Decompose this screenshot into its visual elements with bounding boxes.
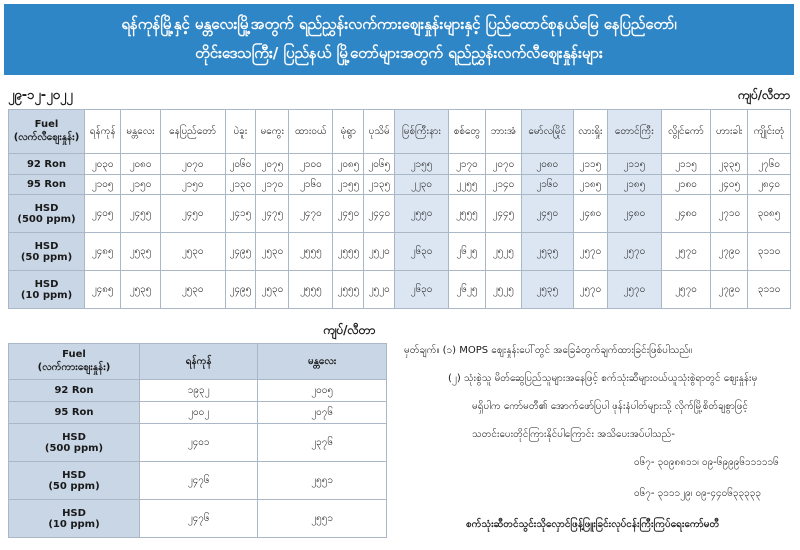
fuel-grade: (10 ppm) bbox=[48, 518, 100, 530]
price-cell: ၂၁၁၅ bbox=[661, 154, 711, 175]
price-cell: ၂၄၈၀ bbox=[661, 195, 711, 233]
price-cell: ၂၁၃၀ bbox=[225, 175, 256, 195]
price-cell: ၂၄၈၅ bbox=[85, 271, 121, 309]
banner-line-2: တိုင်းဒေသကြီး/ ပြည်နယ် မြို့တော်များအတွက် ရည်ညွှန်းလက်လီဈေးနှုန်းများ bbox=[195, 44, 603, 62]
fuel-name: HSD bbox=[62, 507, 86, 519]
retail-price-table bbox=[8, 109, 791, 309]
price-cell: ၂၄၉၅ bbox=[225, 271, 256, 309]
price-cell: ၂၁၇၀ bbox=[448, 154, 485, 175]
city-header: ရန်ကုန် bbox=[85, 110, 121, 154]
price-cell: ၂၄၅၀ bbox=[521, 195, 573, 233]
price-cell: ၂၅၅၁ bbox=[258, 500, 387, 538]
banner-line-1: ရန်ကုန်မြို့နှင့် မန္တလေးမြို့အတွက် ရည်ညွှန်းလက်ကားဈေးနှုန်းများနှင့် ပြည်ထောင်စုနယ်မြေ နေပြည်တော်၊ bbox=[121, 15, 677, 33]
price-cell: ၂၀၆၅ bbox=[364, 154, 395, 175]
fuel-header-cell bbox=[9, 344, 140, 380]
note-line-4: သတင်းပေးတိုင်ကြားနိုင်ပါကြောင်း အသိပေးအပ်ပါသည်- bbox=[472, 429, 675, 440]
phone-line-1: ၀၆၇- ၃၀၉၈၈၁၁၊ ၀၉-၆၉၉၉၆၁၁၁၁၁၆ bbox=[634, 457, 779, 468]
fuel-name: HSD bbox=[62, 431, 86, 443]
price-cell: ၂၀၀၅ bbox=[258, 380, 387, 402]
price-cell: ၂၅၃၅ bbox=[521, 271, 573, 309]
price-cell: ၂၆၂၅ bbox=[448, 233, 485, 271]
city-header: မုံရွာ bbox=[333, 110, 364, 154]
price-cell: ၂၄၀၁ bbox=[140, 424, 258, 462]
price-cell: ၂၁၆၀ bbox=[521, 175, 573, 195]
price-cell: ၂၅၇၀ bbox=[573, 233, 607, 271]
table-row bbox=[9, 175, 791, 195]
price-cell: ၂၁၅၀ bbox=[160, 175, 225, 195]
price-cell: ၂၅၇၀ bbox=[661, 271, 711, 309]
price-cell: ၂၄၅၀ bbox=[160, 195, 225, 233]
price-cell: ၂၀၇၆ bbox=[258, 402, 387, 424]
fuel-header-title: Fuel bbox=[62, 348, 86, 360]
price-cell: ၂၄၀၅ bbox=[711, 175, 748, 195]
fuel-name: HSD bbox=[34, 202, 59, 214]
city-header: မော်လမြိုင် bbox=[521, 110, 573, 154]
city-header: ရန်ကုန် bbox=[140, 344, 258, 380]
fuel-name: HSD bbox=[34, 240, 59, 252]
price-cell: ၂၅၅၅ bbox=[448, 195, 485, 233]
price-cell: ၂၅၅၅ bbox=[289, 271, 333, 309]
fuel-cell: 95 Ron bbox=[9, 402, 140, 424]
price-cell: ၂၅၃၀ bbox=[256, 233, 289, 271]
price-cell: ၂၄၅၅ bbox=[121, 195, 160, 233]
price-cell: ၂၅၅၅ bbox=[333, 271, 364, 309]
price-cell: ၂၁၃၅ bbox=[364, 175, 395, 195]
price-cell: ၂၁၈၅ bbox=[607, 175, 661, 195]
price-cell: ၂၄၇၅ bbox=[256, 195, 289, 233]
price-cell: ၂၆၃၀ bbox=[395, 233, 449, 271]
table-row bbox=[9, 462, 387, 500]
price-cell: ၂၀၇၀ bbox=[485, 154, 521, 175]
city-header: လားရှိုး bbox=[573, 110, 607, 154]
city-header: မန္တလေး bbox=[121, 110, 160, 154]
price-cell: ၂၁၈၀ bbox=[661, 175, 711, 195]
price-cell: ၂၄၀၅ bbox=[85, 195, 121, 233]
price-cell: ၂၅၅၅ bbox=[289, 233, 333, 271]
committee-name: စက်သုံးဆီတင်သွင်းသိုလှောင်ဖြန့်ဖြူးခြင်းလုပ်ငန်းကြီးကြပ်ရေးကော်မတီ bbox=[466, 519, 720, 530]
city-header: မြစ်ကြီးနား bbox=[395, 110, 449, 154]
fuel-grade: (50 ppm) bbox=[48, 480, 100, 492]
date-label: ၂၉-၁၂-၂၀၂၂ bbox=[8, 88, 73, 103]
price-cell: ၂၄၇၆ bbox=[140, 462, 258, 500]
price-cell: ၂၆၂၅ bbox=[448, 271, 485, 309]
fuel-cell bbox=[9, 500, 140, 538]
city-header: ပုသိမ် bbox=[364, 110, 395, 154]
table-row bbox=[9, 233, 791, 271]
city-header: လွိုင်ကော် bbox=[661, 110, 711, 154]
price-cell: ၂၅၅၀ bbox=[395, 195, 449, 233]
fuel-name: HSD bbox=[62, 469, 86, 481]
fuel-grade: (500 ppm) bbox=[17, 213, 76, 225]
table-row bbox=[9, 402, 387, 424]
page-banner bbox=[4, 4, 794, 75]
price-cell: ၁၉၃၂ bbox=[140, 380, 258, 402]
price-cell: ၂၁၀၀ bbox=[289, 154, 333, 175]
price-cell: ၂၄၉၅ bbox=[225, 233, 256, 271]
fuel-grade: (50 ppm) bbox=[20, 251, 73, 263]
price-cell: ၂၄၇၀ bbox=[289, 195, 333, 233]
price-cell: ၂၀၈၅ bbox=[333, 154, 364, 175]
note-line-3: မရှိပါက ကော်မတီ၏ အောက်ဖော်ပြပါ ဖုန်းနံပါတ်များသို့ လိုက်မြို့စိတ်ချစွာဖြင့် bbox=[472, 401, 748, 412]
price-cell: ၂၁၄၀ bbox=[485, 175, 521, 195]
price-cell: ၂၄၈၅ bbox=[85, 233, 121, 271]
wholesale-price-table bbox=[8, 343, 387, 538]
price-cell: ၂၇၆၀ bbox=[748, 154, 791, 175]
price-cell: ၂၄၈၀ bbox=[573, 195, 607, 233]
phone-line-2: ၀၆၇- ၃၁၁၁၂၉၊ ၀၉-၄၄၀၆၃၃၃၃၃ bbox=[634, 488, 761, 499]
price-cell: ၂၂၃၀ bbox=[395, 175, 449, 195]
city-header: မကွေး bbox=[256, 110, 289, 154]
price-cell: ၂၅၇၀ bbox=[573, 271, 607, 309]
price-cell: ၂၅၃၀ bbox=[160, 271, 225, 309]
note-line-2: (၂) သုံးစွဲသူ မိတ်ဆွေပြည်သူများအနေဖြင့် စက်သုံးဆီများဝယ်ယူသုံးစွဲရာတွင် ဈေးနှုန်းမှ bbox=[448, 373, 758, 384]
fuel-header-title: Fuel bbox=[34, 118, 59, 130]
price-cell: ၂၇၁၀ bbox=[711, 195, 748, 233]
price-cell: ၂၅၃၅ bbox=[521, 233, 573, 271]
price-cell: ၂၀၈၀ bbox=[121, 154, 160, 175]
price-cell: ၂၀၈၀ bbox=[521, 154, 573, 175]
price-cell: ၂၀၇၅ bbox=[256, 154, 289, 175]
price-cell: ၂၀၆၀ bbox=[225, 154, 256, 175]
city-header: တောင်ကြီး bbox=[607, 110, 661, 154]
price-cell: ၂၁၁၅ bbox=[573, 154, 607, 175]
price-cell: ၂၅၂၀ bbox=[364, 271, 395, 309]
price-cell: ၃၁၁၀ bbox=[748, 271, 791, 309]
note-line-1: မှတ်ချက်။ (၁) MOPS ဈေးနှုန်းပေါ်တွင် အခြေခံတွက်ချက်ထားခြင်းဖြစ်ပါသည်။ bbox=[404, 345, 693, 356]
price-cell: ၂၁၅၅ bbox=[333, 175, 364, 195]
price-cell: ၂၁၅၀ bbox=[121, 175, 160, 195]
price-cell: ၂၂၅၅ bbox=[448, 175, 485, 195]
price-cell: ၂၁၅၅ bbox=[395, 154, 449, 175]
fuel-cell bbox=[9, 424, 140, 462]
fuel-cell bbox=[9, 233, 85, 271]
price-cell: ၂၀၀၂ bbox=[140, 402, 258, 424]
price-cell: ၂၅၇၀ bbox=[661, 233, 711, 271]
fuel-cell: 92 Ron bbox=[9, 380, 140, 402]
price-cell: ၂၀၃၀ bbox=[85, 154, 121, 175]
price-cell: ၂၅၇၀ bbox=[607, 271, 661, 309]
price-cell: ၂၅၃၅ bbox=[121, 233, 160, 271]
fuel-cell bbox=[9, 271, 85, 309]
table-row bbox=[9, 271, 791, 309]
city-header: မန္တလေး bbox=[258, 344, 387, 380]
price-cell: ၂၄၁၅ bbox=[225, 195, 256, 233]
price-cell: ၂၅၅၅ bbox=[333, 233, 364, 271]
price-cell: ၂၅၃၀ bbox=[256, 271, 289, 309]
fuel-grade: (500 ppm) bbox=[44, 442, 104, 454]
price-cell: ၂၃၇၆ bbox=[258, 424, 387, 462]
price-cell: ၂၄၄၀ bbox=[364, 195, 395, 233]
price-cell: ၃၁၁၀ bbox=[748, 233, 791, 271]
price-cell: ၂၁၆၀ bbox=[289, 175, 333, 195]
price-cell: ၂၅၃၀ bbox=[160, 233, 225, 271]
table-header-row bbox=[9, 110, 791, 154]
wholesale-unit-label: ကျပ်/လီတာ bbox=[323, 323, 376, 337]
price-cell: ၂၀၇၀ bbox=[160, 154, 225, 175]
fuel-header-subtitle: (လက်ကားဈေးနှုန်း) bbox=[37, 361, 111, 373]
fuel-header-cell bbox=[9, 110, 85, 154]
fuel-cell: 92 Ron bbox=[9, 154, 85, 175]
table-row bbox=[9, 500, 387, 538]
price-cell: ၂၅၅၁ bbox=[258, 462, 387, 500]
table-row bbox=[9, 154, 791, 175]
price-cell: ၂၄၅၀ bbox=[333, 195, 364, 233]
table-header-row bbox=[9, 344, 387, 380]
price-cell: ၃၀၈၅ bbox=[748, 195, 791, 233]
fuel-cell bbox=[9, 195, 85, 233]
table-row bbox=[9, 380, 387, 402]
price-cell: ၂၃၃၅ bbox=[711, 154, 748, 175]
price-cell: ၂၅၂၀ bbox=[364, 233, 395, 271]
city-header: ကျိုင်းတုံ bbox=[748, 110, 791, 154]
fuel-cell: 95 Ron bbox=[9, 175, 85, 195]
city-header: ထားဝယ် bbox=[289, 110, 333, 154]
unit-label: ကျပ်/လီတာ bbox=[737, 88, 790, 102]
price-cell: ၂၄၄၅ bbox=[485, 195, 521, 233]
price-cell: ၂၁၀၅ bbox=[85, 175, 121, 195]
price-cell: ၂၁၁၅ bbox=[607, 154, 661, 175]
price-cell: ၂၁၈၅ bbox=[573, 175, 607, 195]
price-cell: ၂၇၉၀ bbox=[711, 271, 748, 309]
fuel-name: HSD bbox=[34, 278, 59, 290]
price-cell: ၂၅၂၅ bbox=[485, 233, 521, 271]
city-header: ဟားခါး bbox=[711, 110, 748, 154]
city-header: ပဲခူး bbox=[225, 110, 256, 154]
city-header: ဘားအံ bbox=[485, 110, 521, 154]
city-header: နေပြည်တော် bbox=[160, 110, 225, 154]
price-cell: ၂၅၇၀ bbox=[607, 233, 661, 271]
price-cell: ၂၄၈၀ bbox=[607, 195, 661, 233]
price-cell: ၂၁၇၀ bbox=[256, 175, 289, 195]
price-cell: ၂၈၄၀ bbox=[748, 175, 791, 195]
fuel-grade: (10 ppm) bbox=[20, 289, 73, 301]
price-cell: ၂၆၃၀ bbox=[395, 271, 449, 309]
price-cell: ၂၅၂၅ bbox=[485, 271, 521, 309]
price-cell: ၂၄၇၆ bbox=[140, 500, 258, 538]
price-cell: ၂၅၃၅ bbox=[121, 271, 160, 309]
table-row bbox=[9, 424, 387, 462]
price-cell: ၂၇၉၀ bbox=[711, 233, 748, 271]
table-row bbox=[9, 195, 791, 233]
fuel-header-subtitle: (လက်လီဈေးနှုန်း) bbox=[13, 131, 80, 143]
city-header: စစ်တွေ bbox=[448, 110, 485, 154]
fuel-cell bbox=[9, 462, 140, 500]
